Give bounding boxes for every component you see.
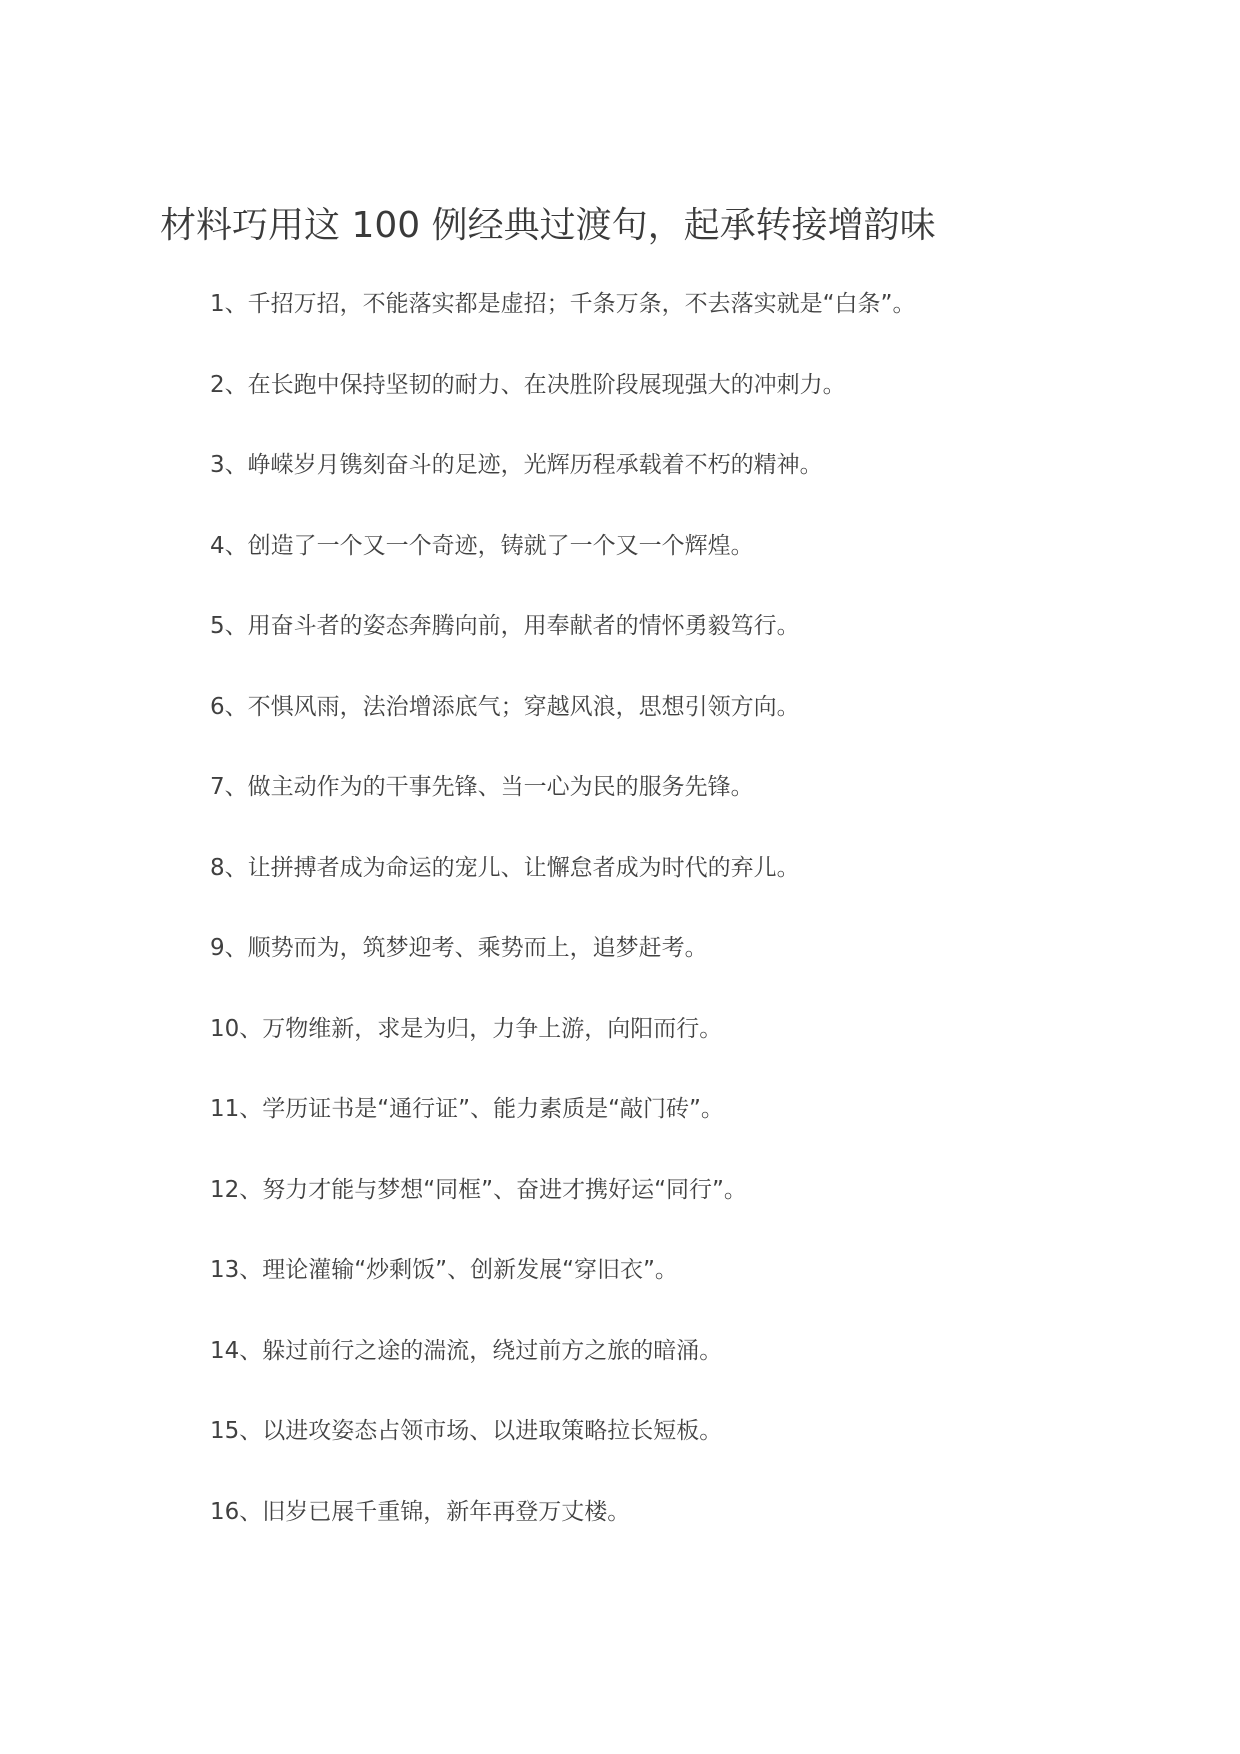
list-item: 2、在长跑中保持坚韧的耐力、在决胜阶段展现强大的冲刺力。 [210,371,846,398]
sentence-list [210,286,915,1574]
list-item: 4、创造了一个又一个奇迹，铸就了一个又一个辉煌。 [210,532,754,559]
list-item: 3、峥嵘岁月镌刻奋斗的足迹，光辉历程承载着不朽的精神。 [210,452,823,478]
list-item: 7、做主动作为的干事先锋、当一心为民的服务先锋。 [210,774,754,800]
list-item: 15、以进攻姿态占领市场、以进取策略拉长短板。 [210,1418,723,1444]
list-item: 12、努力才能与梦想“同框”、奋进才携好运“同行”。 [210,1176,747,1203]
list-item: 1、千招万招，不能落实都是虚招；千条万条，不去落实就是“白条”。 [210,291,916,317]
list-item: 9、顺势而为，筑梦迎考、乘势而上，追梦赶考。 [210,935,708,961]
list-item: 13、理论灌输“炒剩饭”、创新发展“穿旧衣”。 [210,1257,678,1283]
list-item: 6、不惧风雨，法治增添底气；穿越风浪，思想引领方向。 [210,693,800,720]
list-item: 11、学历证书是“通行证”、能力素质是“敲门砖”。 [210,1096,724,1122]
list-item: 10、万物维新，求是为归，力争上游，向阳而行。 [210,1015,723,1042]
list-item: 5、用奋斗者的姿态奔腾向前，用奉献者的情怀勇毅笃行。 [210,613,800,639]
list-item: 8、让拼搏者成为命运的宠儿、让懈怠者成为时代的弃儿。 [210,854,800,881]
list-item: 14、躲过前行之途的湍流，绕过前方之旅的暗涌。 [210,1337,723,1364]
list-item: 16、旧岁已展千重锦，新年再登万丈楼。 [210,1498,631,1525]
document-title: 材料巧用这 100 例经典过渡句，起承转接增韵味 [160,205,936,246]
